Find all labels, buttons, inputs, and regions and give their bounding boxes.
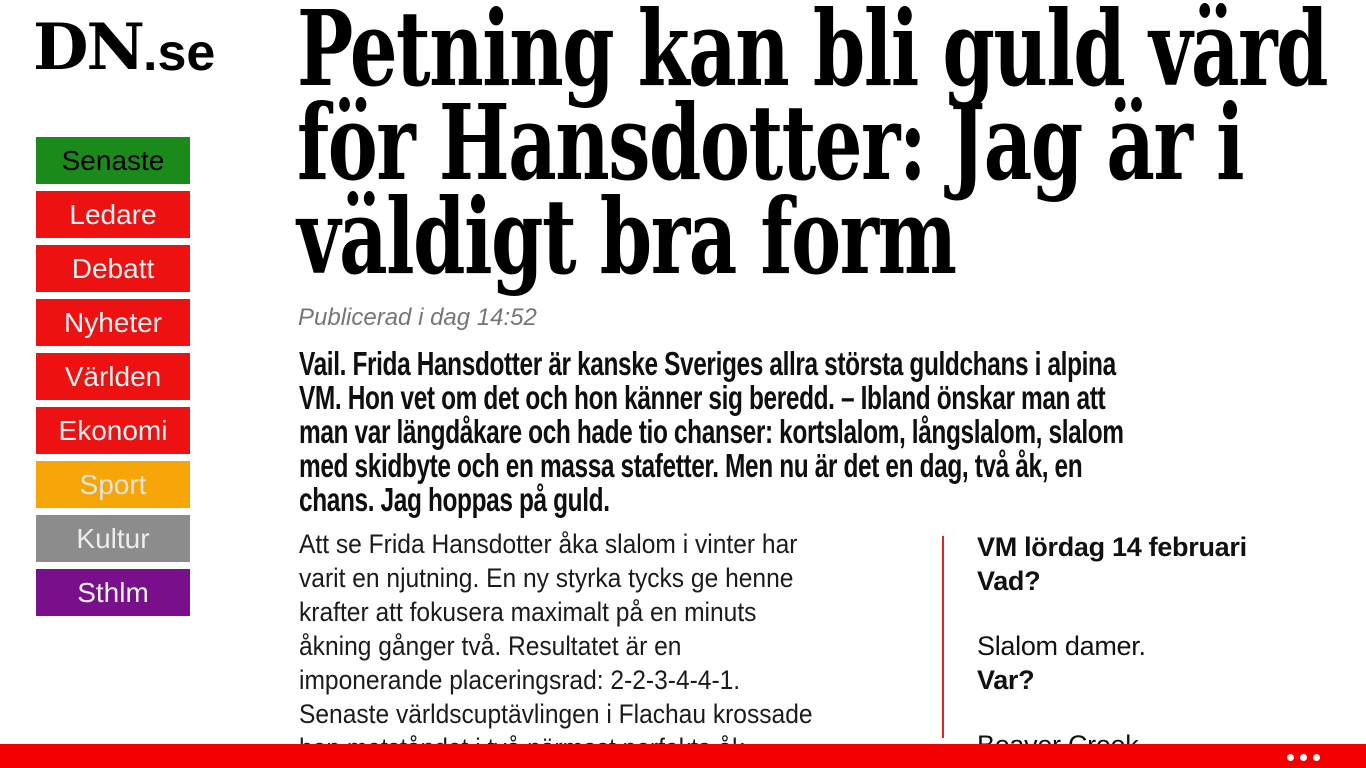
- body-line: Att se Frida Hansdotter åka slalom i vinter har: [299, 529, 798, 559]
- logo-dn-text: DN: [33, 10, 143, 85]
- factbox-label: Vad?: [977, 566, 1041, 596]
- body-line: varit en njutning. En ny styrka tycks ge henne: [299, 563, 794, 593]
- body-line: åkning gånger två. Resultatet är en: [299, 631, 682, 661]
- article-body: [299, 527, 813, 765]
- column-divider: [942, 536, 944, 738]
- factbox-label: Var?: [977, 665, 1035, 695]
- published-timestamp: Publicerad i dag 14:52: [298, 304, 537, 331]
- headline-line: Petning kan bli guld värd: [297, 0, 1328, 110]
- lead-line: man var längdåkare och hade tio chanser: kortslalom, långslalom, slalom: [299, 413, 1124, 450]
- sidebar-item-nyheter[interactable]: Nyheter: [36, 299, 190, 346]
- dot: [1287, 754, 1294, 761]
- more-ellipsis-icon[interactable]: [1283, 750, 1324, 765]
- factbox-value: Slalom damer.: [977, 631, 1146, 661]
- sidebar-item-sport[interactable]: Sport: [36, 461, 190, 508]
- lead-line: med skidbyte och en massa stafetter. Men nu är det en dag, två åk, en: [299, 447, 1083, 484]
- sidebar-item-senaste[interactable]: Senaste: [36, 137, 190, 184]
- app-bar: [0, 744, 1366, 768]
- logo-se-text: .se: [143, 24, 216, 82]
- factbox: [977, 530, 1247, 762]
- factbox-title: VM lördag 14 februari: [977, 532, 1247, 562]
- lead-line: Vail. Frida Hansdotter är kanske Sveriges allra största guldchans i alpina: [299, 345, 1116, 382]
- sidebar-item-kultur[interactable]: Kultur: [36, 515, 190, 562]
- article-headline: [297, 0, 1328, 298]
- sidebar-item-ledare[interactable]: Ledare: [36, 191, 190, 238]
- headline-line: väldigt bra form: [297, 175, 956, 298]
- lead-line: chans. Jag hoppas på guld.: [299, 481, 610, 518]
- body-line: Senaste världscuptävlingen i Flachau krossade: [299, 699, 813, 729]
- sidebar-item-varlden[interactable]: Världen: [36, 353, 190, 400]
- sidebar-item-sthlm[interactable]: Sthlm: [36, 569, 190, 616]
- article-lead: [299, 347, 1124, 517]
- sidebar-item-ekonomi[interactable]: Ekonomi: [36, 407, 190, 454]
- headline-line: för Hansdotter: Jag är i: [297, 81, 1244, 204]
- dot: [1300, 754, 1307, 761]
- body-line: krafter att fokusera maximalt på en minuts: [299, 597, 757, 627]
- lead-line: VM. Hon vet om det och hon känner sig beredd. – Ibland önskar man att: [299, 379, 1106, 416]
- sidebar-item-debatt[interactable]: Debatt: [36, 245, 190, 292]
- sidebar: [36, 137, 190, 623]
- dot: [1313, 754, 1320, 761]
- body-line: imponerande placeringsrad: 2-2-3-4-4-1.: [299, 665, 741, 695]
- dn-logo[interactable]: [33, 10, 216, 85]
